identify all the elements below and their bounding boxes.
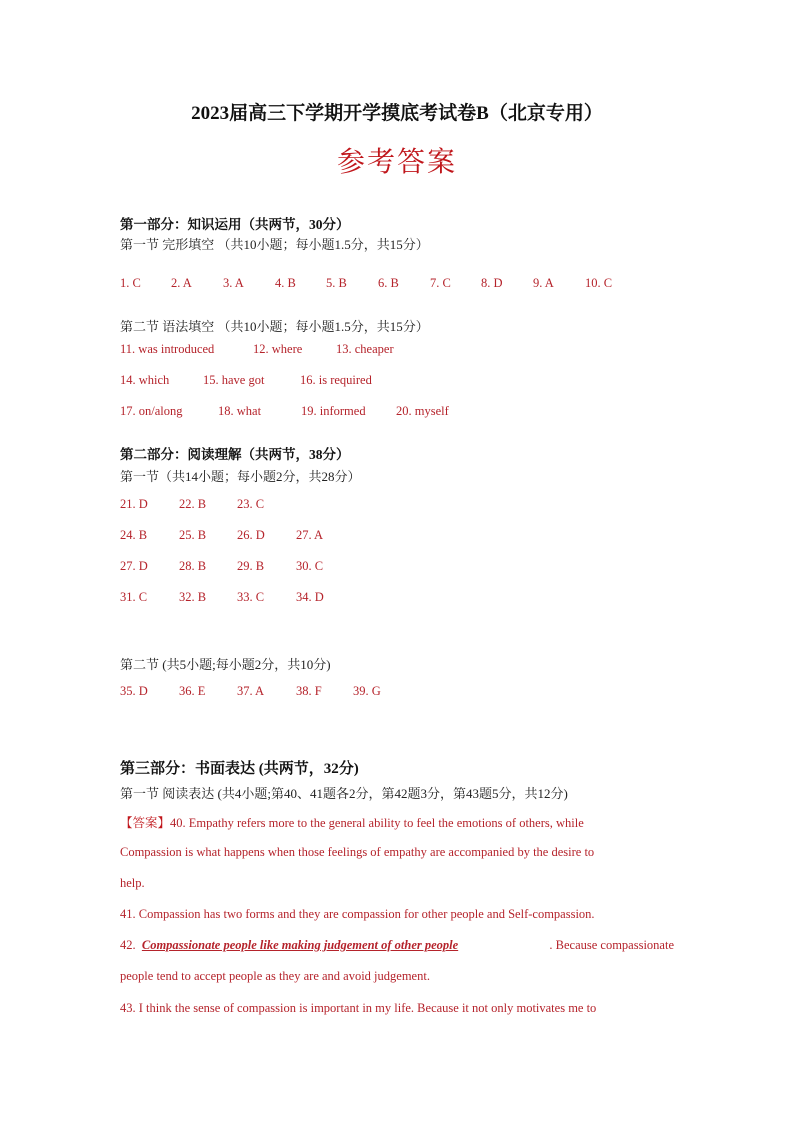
answer-item: 6. B — [378, 276, 399, 290]
answer-item: 36. E — [179, 684, 206, 698]
answer-item: 38. F — [296, 684, 322, 698]
q40-line2 — [120, 845, 674, 860]
answer-item: 29. B — [237, 559, 265, 573]
answer-tag: 【答案】 — [120, 816, 171, 830]
answer-item: 5. B — [326, 276, 347, 290]
q42-line1 — [120, 938, 674, 953]
answer-item: 17. on/along — [120, 404, 183, 418]
answer-item: 31. C — [120, 590, 148, 604]
part1-sec1-heading: 第一节 完形填空 （共10小题；每小题1.5分，共15分） — [120, 237, 429, 252]
answer-item: 1. C — [120, 276, 141, 290]
answer-item: 26. D — [237, 528, 265, 542]
q40-text-2: Compassion is what happens when those feelings of empathy are accompanied by the desire to — [120, 845, 595, 859]
answer-item: 23. C — [237, 497, 265, 511]
answer-item: 7. C — [430, 276, 451, 290]
answer-item: 27. A — [296, 528, 324, 542]
answer-item: 32. B — [179, 590, 207, 604]
part1-sec2-row — [120, 342, 680, 358]
answer-item: 24. B — [120, 528, 148, 542]
part1-sec1-answers — [120, 276, 680, 292]
part2-sec1-heading: 第一节（共14小题；每小题2分，共28分） — [120, 469, 361, 484]
q42-number: 42. — [120, 938, 136, 952]
answer-item: 11. was introduced — [120, 342, 215, 356]
answer-item: 10. C — [585, 276, 613, 290]
answer-item: 19. informed — [301, 404, 366, 418]
q42-emphasis: Compassionate people like making judgement of other people — [141, 938, 459, 952]
answer-item: 22. B — [179, 497, 207, 511]
answer-item: 14. which — [120, 373, 170, 387]
answer-item: 33. C — [237, 590, 265, 604]
answer-item: 9. A — [533, 276, 554, 290]
part2-sec2-heading: 第二节 (共5小题;每小题2分，共10分) — [120, 657, 331, 672]
q43-line1 — [120, 1001, 674, 1016]
answer-item: 35. D — [120, 684, 148, 698]
answer-item: 27. D — [120, 559, 148, 573]
q40-line3: help. — [120, 876, 145, 890]
q40-line1 — [120, 813, 674, 831]
part1-sec2-row — [120, 373, 680, 389]
answer-item: 21. D — [120, 497, 148, 511]
q40-text-1: 40. Empathy refers more to the general ability to feel the emotions of others, while — [170, 816, 584, 830]
answer-item: 8. D — [481, 276, 503, 290]
part3-heading: 第三部分：书面表达 (共两节，32分) — [120, 761, 359, 777]
answer-item: 3. A — [223, 276, 244, 290]
part3-sec1-heading: 第一节 阅读表达 (共4小题;第40、41题各2分，第42题3分，第43题5分，共12分) — [120, 786, 568, 801]
answer-item: 12. where — [253, 342, 303, 356]
part2-sec1-row — [120, 528, 420, 544]
answer-item: 13. cheaper — [336, 342, 394, 356]
answer-item: 25. B — [179, 528, 207, 542]
part2-sec1-row — [120, 497, 420, 513]
q42-rest: . Because compassionate — [549, 938, 674, 952]
part1-heading: 第一部分：知识运用（共两节，30分） — [120, 217, 350, 232]
answer-item: 18. what — [218, 404, 262, 418]
q41-answer: 41. Compassion has two forms and they are compassion for other people and Self-compassion. — [120, 907, 595, 921]
answer-item: 15. have got — [203, 373, 265, 387]
answer-item: 16. is required — [300, 373, 372, 387]
answer-item: 30. C — [296, 559, 324, 573]
answer-item: 28. B — [179, 559, 207, 573]
document-subtitle: 参考答案 — [336, 147, 457, 178]
part1-sec2-row — [120, 404, 680, 420]
answer-item: 37. A — [237, 684, 265, 698]
answer-item: 20. myself — [396, 404, 449, 418]
part2-sec2-answers — [120, 684, 420, 700]
answer-item: 2. A — [171, 276, 192, 290]
document-title: 2023届高三下学期开学摸底考试卷B（北京专用） — [191, 103, 603, 124]
answer-item: 39. G — [353, 684, 381, 698]
part2-heading: 第二部分：阅读理解（共两节，38分） — [120, 447, 350, 462]
answer-item: 4. B — [275, 276, 296, 290]
q43-text-1: 43. I think the sense of compassion is important in my life. Because it not only motivates me to — [120, 1001, 597, 1015]
part1-sec2-heading: 第二节 语法填空 （共10小题；每小题1.5分，共15分） — [120, 319, 429, 334]
part2-sec1-row — [120, 559, 420, 575]
answer-item: 34. D — [296, 590, 324, 604]
q42-line2: people tend to accept people as they are and avoid judgement. — [120, 969, 430, 983]
part2-sec1-row — [120, 590, 420, 606]
